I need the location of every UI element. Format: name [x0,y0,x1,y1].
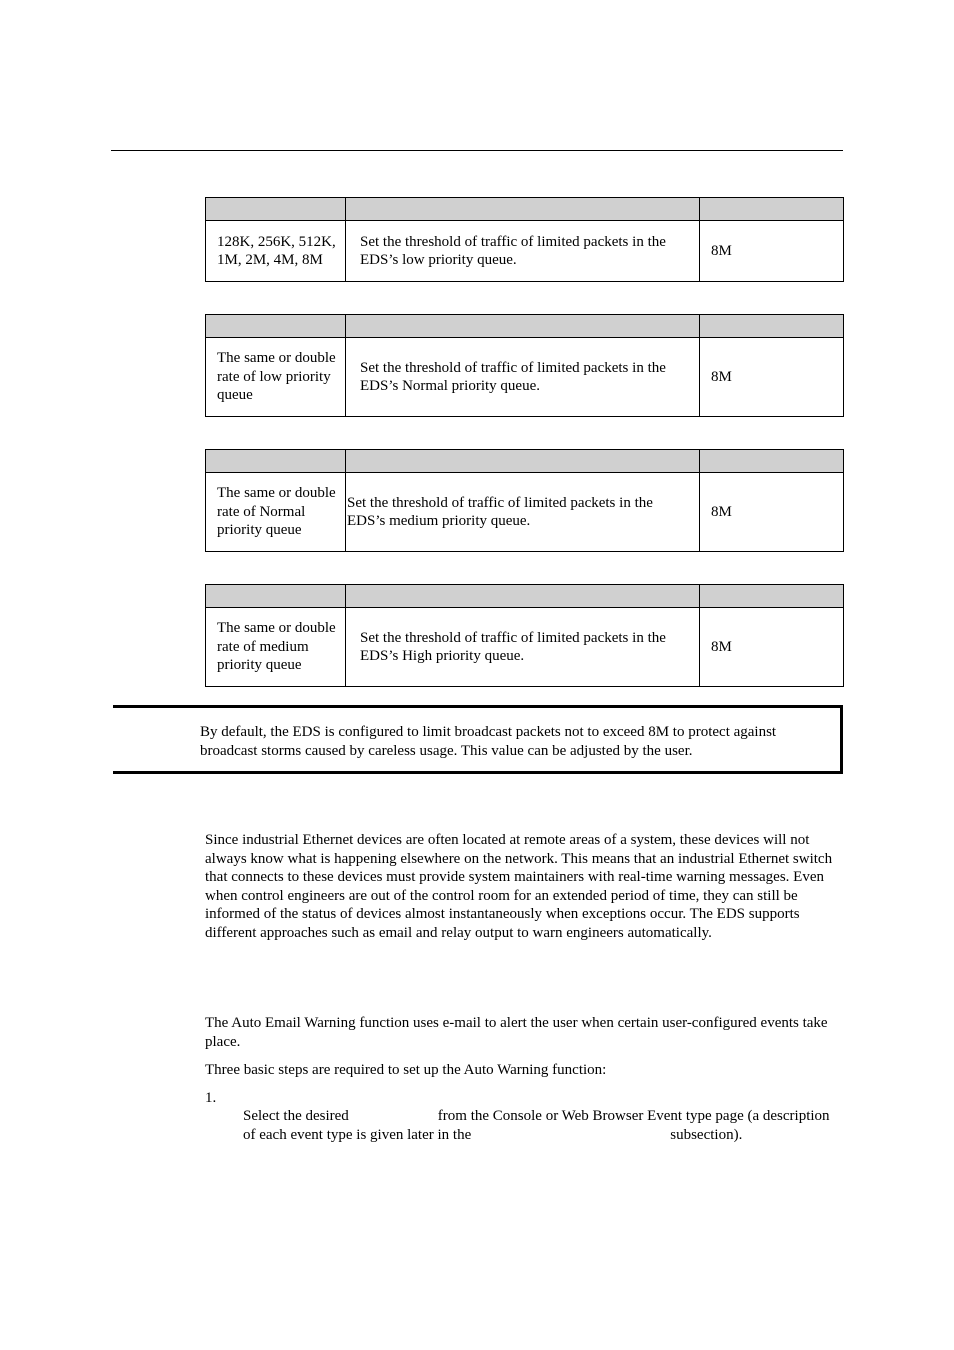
email-paragraph: The Auto Email Warning function uses e-mail to alert the user when certain user-configured events take place. [205,1015,828,1050]
table-header-row [206,450,844,473]
default-cell: 8M [711,503,732,520]
description-cell: Set the threshold of traffic of limited packets in the EDS’s Normal priority queue. [360,359,666,394]
setting-cell: The same or double rate of Normal priority queue [217,485,336,539]
description-cell: Set the threshold of traffic of limited packets in the EDS’s High priority queue. [360,629,666,664]
normal-priority-table [205,314,844,417]
default-cell: 8M [711,242,732,259]
setting-cell: 128K, 256K, 512K, 1M, 2M, 4M, 8M [217,233,336,268]
description-cell: Set the threshold of traffic of limited packets in the EDS’s medium priority queue. [347,494,653,529]
table-row [206,221,844,282]
header-rule [111,150,843,151]
table-row [206,338,844,417]
default-cell: 8M [711,638,732,655]
low-priority-table [205,197,844,282]
setting-cell: The same or double rate of medium priority queue [217,620,336,674]
step-number: 1. [205,1090,217,1106]
high-priority-table [205,584,844,687]
table-header-row [206,585,844,608]
table-header-row [206,198,844,221]
description-cell: Set the threshold of traffic of limited packets in the EDS’s low priority queue. [360,233,666,268]
table-header-row [206,315,844,338]
intro-paragraph: Since industrial Ethernet devices are often located at remote areas of a system, these devices will not always know what is happening elsewhere on the network. This means that an industrial Ethernet switch that connects to these devices must provide system maintainers with real-time warning messages. Even when control engineers are out of the control room for an extended period of time, they can still be informed of the status of devices almost instantaneously when exceptions occur. The EDS supports different approaches such as email and relay output to warn engineers automatically. [205,832,833,941]
step-text-a: Select the desired [243,1108,349,1124]
setting-cell: The same or double rate of low priority queue [217,350,336,404]
medium-priority-table [205,449,844,552]
steps-intro-paragraph: Three basic steps are required to set up the Auto Warning function: [205,1062,607,1078]
step-text-c: subsection). [670,1126,743,1143]
default-cell: 8M [711,368,732,385]
step-text-b: from the Console or Web Browser Event type page (a description of each event type is given later in the [243,1108,830,1143]
table-row [206,473,844,552]
step-text [243,1107,843,1144]
table-row [206,608,844,687]
note-box [113,705,843,774]
note-text: By default, the EDS is configured to limit broadcast packets not to exceed 8M to protect against broadcast storms caused by careless usage. This value can be adjusted by the user. [200,724,777,759]
